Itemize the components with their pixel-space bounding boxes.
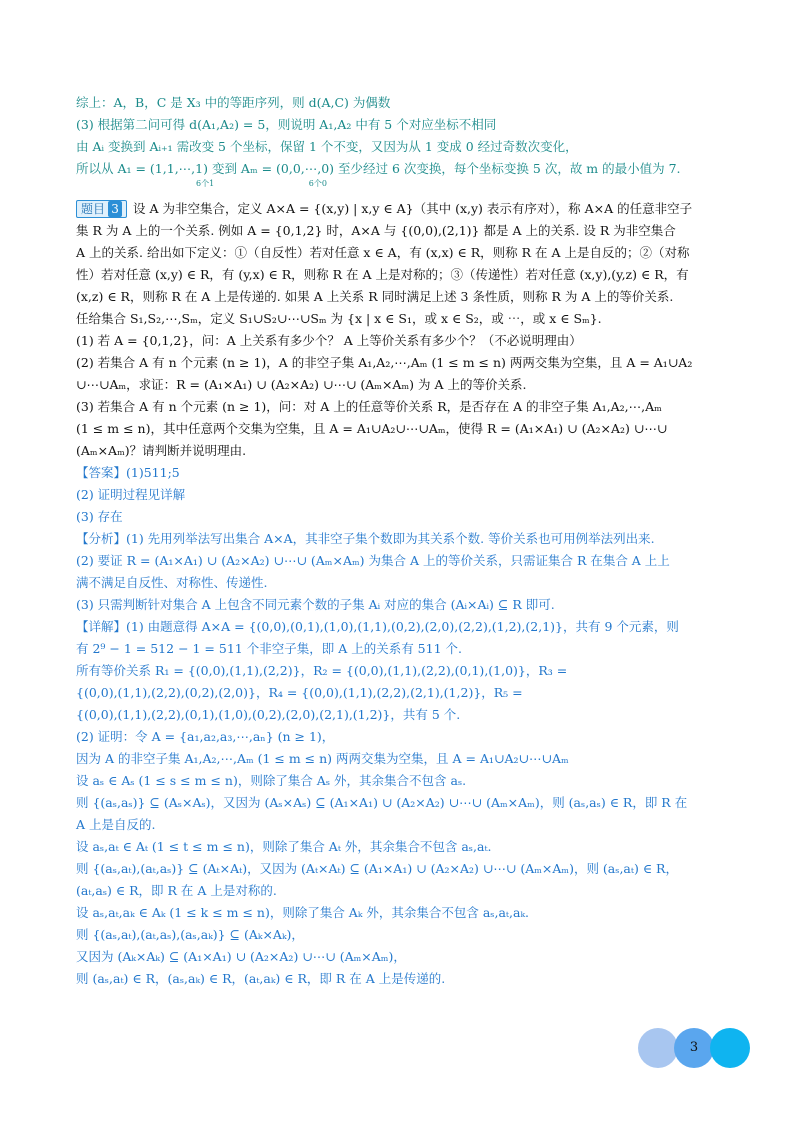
detail-line-10: A 上是自反的. [76,817,156,832]
question-number: 3 [108,201,122,217]
page-number: 3 [689,1040,699,1055]
detail-line-6: (2) 证明：令 A = {a₁,a₂,a₃,⋯,aₙ} (n ≥ 1)， [76,729,335,744]
detail-line-11: 设 aₛ,aₜ ∈ Aₜ (1 ≤ t ≤ m ≤ n)，则除了集合 Aₜ 外，其余集合不包含 aₛ,aₜ. [76,839,492,854]
detail-line-16: 又因为 (Aₖ×Aₖ) ⊆ (A₁×A₁) ∪ (A₂×A₂) ∪⋯∪ (Aₘ×Aₘ)， [76,949,406,964]
answer-line-2: (2) 证明过程见详解 [76,487,186,502]
badge-circle-right [710,1028,750,1068]
question-line-12: (Aₘ×Aₘ)？请判断并说明理由. [76,443,247,458]
question-line-9: ∪⋯∪Aₘ，求证：R = (A₁×A₁) ∪ (A₂×A₂) ∪⋯∪ (Aₘ×Aₘ) 为 A 上的等价关系. [76,377,527,392]
detail-line-4: {(0,0),(1,1),(2,2),(0,2),(2,0)}，R₄ = {(0,0),(1,1),(2,2),(2,1),(1,2)}，R₅ = [76,685,523,700]
analysis-line-3: 满不满足自反性、对称性、传递性. [76,575,268,590]
question-line-3: A 上的关系. 给出如下定义：①（自反性）若对任意 x ∈ A，有 (x,x) ∈ R，则称 R 在 A 上是自反的；②（对称 [76,245,690,260]
question-line-5: (x,z) ∈ R，则称 R 在 A 上是传递的. 如果 A 上关系 R 同时满足上述 3 条性质，则称 R 为 A 上的等价关系. [76,289,674,304]
analysis-block [76,528,726,616]
detail-line-2: 有 2⁹ − 1 = 512 − 1 = 511 个非空子集，即 A 上的关系有 511 个. [76,641,462,656]
question-line-8: (2) 若集合 A 有 n 个元素 (n ≥ 1)，A 的非空子集 A₁,A₂,⋯,Aₘ (1 ≤ m ≤ n) 两两交集为空集，且 A = A₁∪A₂ [76,355,693,370]
detail-line-7: 因为 A 的非空子集 A₁,A₂,⋯,Aₘ (1 ≤ m ≤ n) 两两交集为空集，且 A = A₁∪A₂∪⋯∪Aₘ [76,751,569,766]
underbrace-label-ones: 6个1 [196,179,215,188]
answer-block [76,462,726,528]
underbrace-labels [196,180,726,188]
question-line-6: 任给集合 S₁,S₂,⋯,Sₘ，定义 S₁∪S₂∪⋯∪Sₘ 为 {x | x ∈ S₁，或 x ∈ S₂，或 ⋯，或 x ∈ Sₘ}. [76,311,602,326]
question-line-1: 设 A 为非空集合，定义 A×A = {(x,y) | x,y ∈ A}（其中 (x,y) 表示有序对），称 A×A 的任意非空子 [133,201,693,216]
badge-circle-left [638,1028,678,1068]
detail-line-15: 则 {(aₛ,aₜ),(aₜ,aₛ),(aₛ,aₖ)} ⊆ (Aₖ×Aₖ)， [76,927,304,942]
analysis-line-4: (3) 只需判断针对集合 A 上包含不同元素个数的子集 Aᵢ 对应的集合 (Aᵢ×Aᵢ) ⊆ R 即可. [76,597,555,612]
detail-line-9: 则 {(aₛ,aₛ)} ⊆ (Aₛ×Aₛ)，又因为 (Aₛ×Aₛ) ⊆ (A₁×A₁) ∪ (A₂×A₂) ∪⋯∪ (Aₘ×Aₘ)，则 (aₛ,aₛ) ∈ R，即 R 在 [76,795,688,810]
detail-block [76,616,726,990]
detail-line-17: 则 (aₛ,aₜ) ∈ R，(aₛ,aₖ) ∈ R，(aₜ,aₖ) ∈ R，即 R 在 A 上是传递的. [76,971,446,986]
answer-line-3: (3) 存在 [76,509,123,524]
detail-line-3: 所有等价关系 R₁ = {(0,0),(1,1),(2,2)}，R₂ = {(0,0),(1,1),(2,2),(0,1),(1,0)}，R₃ = [76,663,568,678]
detail-line-13: (aₜ,aₛ) ∈ R，即 R 在 A 上是对称的. [76,883,277,898]
question-line-7: (1) 若 A = {0,1,2}，问：A 上关系有多少个？ A 上等价关系有多少个？（不必说明理由） [76,333,582,348]
question-tag: 题目 3 [76,200,127,218]
prev-line-1: 综上：A，B，C 是 X₃ 中的等距序列，则 d(A,C) 为偶数 [76,95,391,110]
answer-line-1: 【答案】(1)511;5 [76,465,180,480]
question-line-4: 性）若对任意 (x,y) ∈ R，有 (y,x) ∈ R，则称 R 在 A 上是对称的；③（传递性）若对任意 (x,y),(y,z) ∈ R，有 [76,267,689,282]
prev-line-2: (3) 根据第二问可得 d(A₁,A₂) = 5，则说明 A₁,A₂ 中有 5 个对应坐标不相同 [76,117,497,132]
detail-line-8: 设 aₛ ∈ Aₛ (1 ≤ s ≤ m ≤ n)，则除了集合 Aₛ 外，其余集合不包含 aₛ. [76,773,467,788]
prev-line-3: 由 Aᵢ 变换到 Aᵢ₊₁ 需改变 5 个坐标，保留 1 个不变，又因为从 1 变成 0 经过奇数次变化， [76,139,578,154]
detail-line-12: 则 {(aₛ,aₜ),(aₜ,aₛ)} ⊆ (Aₜ×Aₜ)，又因为 (Aₜ×Aₜ) ⊆ (A₁×A₁) ∪ (A₂×A₂) ∪⋯∪ (Aₘ×Aₘ)，则 (aₛ,aₜ) ∈ R， [76,861,678,876]
document-body [76,92,726,990]
detail-line-1: 【详解】(1) 由题意得 A×A = {(0,0),(0,1),(1,0),(1,1),(0,2),(2,0),(2,2),(1,2),(2,1)}，共有 9 个元素，则 [76,619,679,634]
detail-line-5: {(0,0),(1,1),(2,2),(0,1),(1,0),(0,2),(2,0),(2,1),(1,2)}，共有 5 个. [76,707,461,722]
question-line-10: (3) 若集合 A 有 n 个元素 (n ≥ 1)，问：对 A 上的任意等价关系 R，是否存在 A 的非空子集 A₁,A₂,⋯,Aₘ [76,399,662,414]
prev-line-4: 所以从 A₁ = (1,1,⋯,1) 变到 Aₘ = (0,0,⋯,0) 至少经过 6 次变换，每个坐标变换 5 次，故 m 的最小值为 7. [76,161,681,176]
question-block [76,198,726,462]
previous-solution [76,92,726,188]
question-line-11: (1 ≤ m ≤ n)，其中任意两个交集为空集，且 A = A₁∪A₂∪⋯∪Aₘ，使得 R = (A₁×A₁) ∪ (A₂×A₂) ∪⋯∪ [76,421,668,436]
analysis-line-1: 【分析】(1) 先用列举法写出集合 A×A，其非空子集个数即为其关系个数. 等价关系也可用例举法列出来. [76,531,655,546]
detail-line-14: 设 aₛ,aₜ,aₖ ∈ Aₖ (1 ≤ k ≤ m ≤ n)，则除了集合 Aₖ 外，其余集合不包含 aₛ,aₜ,aₖ. [76,905,529,920]
underbrace-label-zeros: 6个0 [308,179,327,188]
analysis-line-2: (2) 要证 R = (A₁×A₁) ∪ (A₂×A₂) ∪⋯∪ (Aₘ×Aₘ) 为集合 A 上的等价关系，只需证集合 R 在集合 A 上上 [76,553,670,568]
question-line-2: 集 R 为 A 上的一个关系. 例如 A = {0,1,2} 时，A×A 与 {(0,0),(2,1)} 都是 A 上的关系. 设 R 为非空集合 [76,223,676,238]
page-number-badge [638,1028,750,1068]
